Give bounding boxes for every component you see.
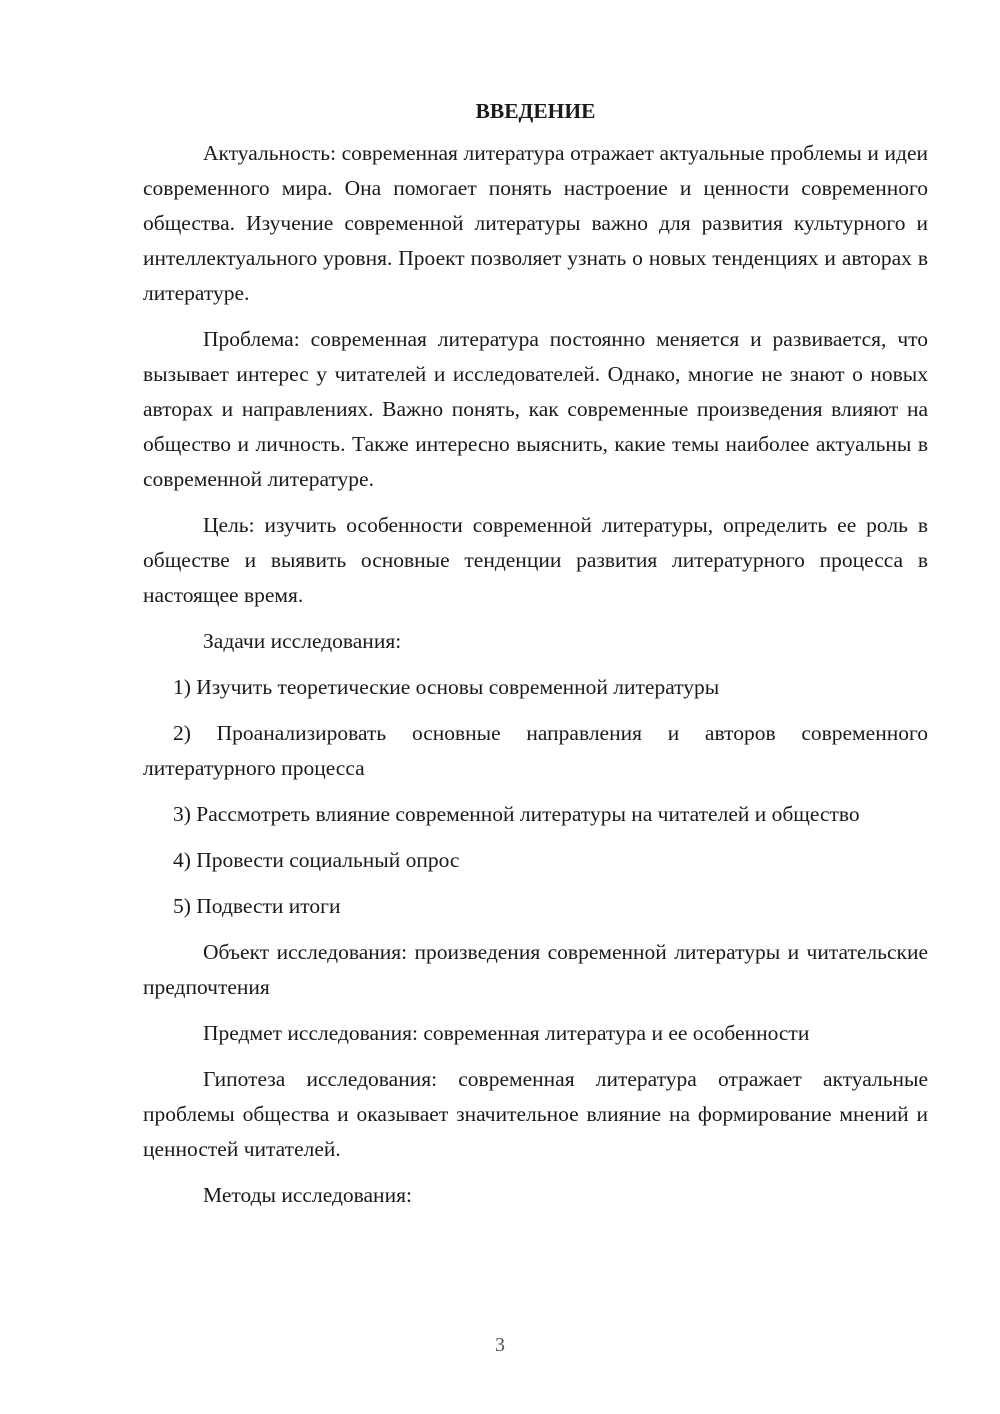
object-paragraph: Объект исследования: произведения современной литературы и читательские предпочтения [143, 940, 928, 999]
problem-paragraph: Проблема: современная литература постоянно меняется и развивается, что вызывает интерес у читателей и исследователей. Однако, многие не знают о новых авторах и направлениях. Важно понять, как современные произведения влияют на общество и личность. Также интересно выяснить, какие темы наиболее актуальны в современной литературе. [143, 327, 928, 491]
task-item: 4) Провести социальный опрос [173, 848, 460, 872]
page-title: ВВЕДЕНИЕ [475, 99, 596, 123]
goal-paragraph: Цель: изучить особенности современной литературы, определить ее роль в обществе и выявить основные тенденции развития литературного процесса в настоящее время. [143, 513, 928, 607]
methods-heading: Методы исследования: [203, 1183, 412, 1207]
page-number: 3 [495, 1334, 505, 1356]
document-page [143, 92, 928, 1224]
hypothesis-paragraph: Гипотеза исследования: современная литература отражает актуальные проблемы общества и оказывает значительное влияние на формирование мнений и ценностей читателей. [143, 1067, 928, 1161]
task-item: 3) Рассмотреть влияние современной литературы на читателей и общество [173, 802, 860, 826]
relevance-paragraph: Актуальность: современная литература отражает актуальные проблемы и идеи современного мира. Она помогает понять настроение и ценности современного общества. Изучение современной литературы важно для развития культурного и интеллектуального уровня. Проект позволяет узнать о новых тенденциях и авторах в литературе. [143, 141, 928, 305]
task-item: 2) Проанализировать основные направления и авторов современного литературного процесса [143, 721, 928, 780]
task-item: 5) Подвести итоги [173, 894, 341, 918]
subject-paragraph: Предмет исследования: современная литература и ее особенности [203, 1021, 810, 1045]
task-item: 1) Изучить теоретические основы современной литературы [173, 675, 720, 699]
tasks-heading: Задачи исследования: [203, 629, 402, 653]
